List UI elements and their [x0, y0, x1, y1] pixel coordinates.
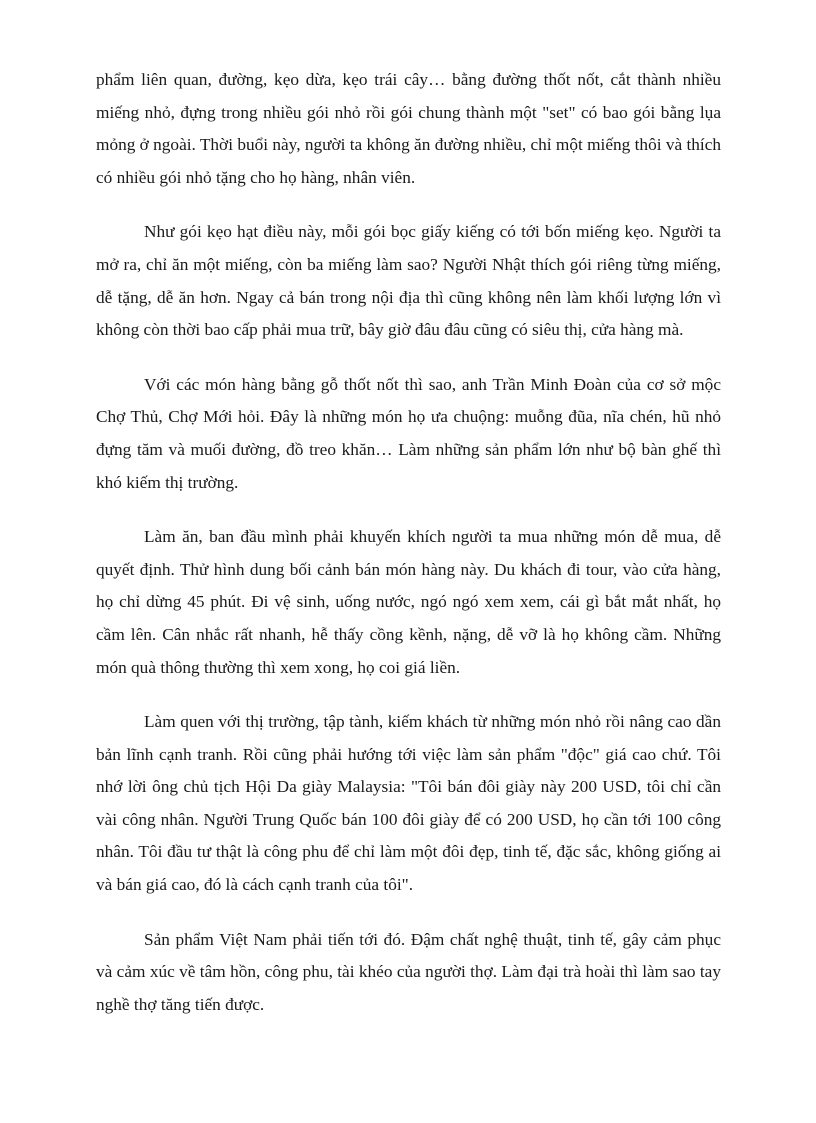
paragraph-vietnam-products: Sản phẩm Việt Nam phải tiến tới đó. Đậm chất nghệ thuật, tinh tế, gây cảm phục và cảm xúc về tâm hồn, công phu, tài khéo của người thợ. Làm đại trà hoài thì làm sao tay nghề thợ tăng tiến được.: [96, 929, 721, 1014]
paragraph-continuation: phẩm liên quan, đường, kẹo dừa, kẹo trái cây… bằng đường thốt nốt, cắt thành nhiều miếng nhỏ, đựng trong nhiều gói nhỏ rồi gói chung thành một "set" có bao gói bằng lụa mỏng ở ngoài. Thời buổi này, người ta không ăn đường nhiều, chỉ một miếng thôi và thích có nhiều gói nhỏ tặng cho họ hàng, nhân viên.: [96, 70, 722, 187]
paragraph-competition: Làm quen với thị trường, tập tành, kiếm khách từ những món nhỏ rồi nâng cao dần bản lĩnh cạnh tranh. Rồi cũng phải hướng tới việc làm sản phẩm "độc" giá cao chứ. Tôi nhớ lời ông chủ tịch Hội Da giày Malaysia: "Tôi bán đôi giày này 200 USD, tôi chỉ cần vài công nhân. Người Trung Quốc bán 100 đôi giày để có 200 USD, họ cần tới 100 công nhân. Tôi đầu tư thật là công phu để chỉ làm một đôi đẹp, tinh tế, đặc sắc, không giống ai và bán giá cao, đó là cách cạnh tranh của tôi".: [96, 712, 721, 895]
paragraph-candy-packaging: Như gói kẹo hạt điều này, mỗi gói bọc giấy kiếng có tới bốn miếng kẹo. Người ta mở ra, chỉ ăn một miếng, còn ba miếng làm sao? Người Nhật thích gói riêng từng miếng, dễ tặng, dễ ăn hơn. Ngay cả bán trong nội địa thì cũng không nên làm khối lượng lớn vì không còn thời bao cấp phải mua trữ, bây giờ đâu đâu cũng có siêu thị, cửa hàng mà.: [96, 222, 721, 340]
paragraph-wooden-goods: Với các món hàng bằng gỗ thốt nốt thì sao, anh Trần Minh Đoàn của cơ sở mộc Chợ Thủ, Chợ Mới hỏi. Đây là những món họ ưa chuộng: muỗng đũa, nĩa chén, hũ nhỏ đựng tăm và muối đường, đồ treo khăn… Làm những sản phẩm lớn như bộ bàn ghế thì khó kiếm thị trường.: [96, 374, 721, 492]
document-page: [96, 64, 721, 1043]
paragraph-tourist-buying: Làm ăn, ban đầu mình phải khuyến khích người ta mua những món dễ mua, dễ quyết định. Thử hình dung bối cảnh bán món hàng này. Du khách đi tour, vào cửa hàng, họ chỉ dừng 45 phút. Đi vệ sinh, uống nước, ngó ngó xem xem, cái gì bắt mắt nhất, họ cầm lên. Cân nhắc rất nhanh, hễ thấy cồng kềnh, nặng, dễ vỡ là họ không cầm. Những món quà thông thường thì xem xong, họ coi giá liền.: [96, 527, 721, 677]
